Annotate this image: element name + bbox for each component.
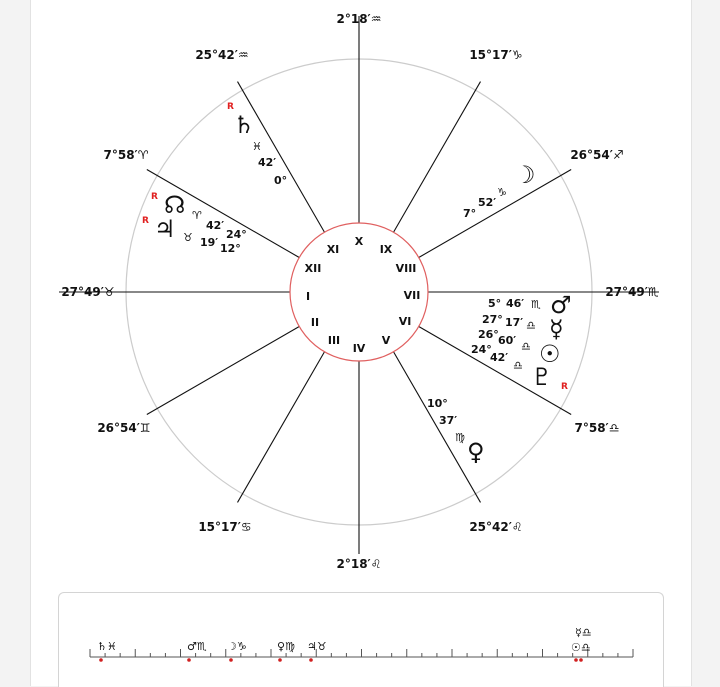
strip-label-sun-libra: ☉♎ xyxy=(571,641,591,654)
sun-degrees: 26° xyxy=(478,328,499,341)
house-number-v: V xyxy=(381,334,391,347)
ecliptic-strip xyxy=(59,593,663,687)
cusp-label-i: 27°49′♉ xyxy=(61,285,115,299)
venus-group[interactable] xyxy=(427,397,485,466)
strip-dot xyxy=(574,658,578,662)
mercury-minutes: 17′ xyxy=(505,316,524,329)
mercury-sign: ♎ xyxy=(526,319,536,332)
mercury-degrees: 27° xyxy=(482,313,503,326)
cusp-label-iv: 2°18′♌ xyxy=(336,557,382,571)
mars-minutes: 46′ xyxy=(506,297,525,310)
cusp-label-vii: 27°49′♏ xyxy=(605,285,659,299)
cusp-label-vi: 7°58′♎ xyxy=(574,421,620,435)
pluto-sign: ♎ xyxy=(513,359,523,372)
cusp-label-iii: 15°17′♋ xyxy=(198,520,252,534)
house-number-iv: IV xyxy=(352,342,366,355)
cusp-line-xi xyxy=(238,82,325,233)
strip-label-mercury-libra: ☿♎ xyxy=(575,626,592,639)
saturn-minutes: 42′ xyxy=(258,156,277,169)
north-node-retrograde-mark: R xyxy=(151,192,158,202)
jupiter-sign: ♉ xyxy=(183,231,193,244)
strip-dot xyxy=(99,658,103,662)
jupiter-icon: ♃ xyxy=(154,215,176,243)
north-node-degrees: 24° xyxy=(226,228,247,241)
house-number-i: I xyxy=(305,290,311,303)
house-number-xii: XII xyxy=(304,262,322,275)
mercury-icon: ☿ xyxy=(549,315,564,343)
pluto-retrograde-mark: R xyxy=(561,382,568,392)
house-number-ii: II xyxy=(310,316,320,329)
jupiter-retrograde-mark: R xyxy=(142,216,149,226)
saturn-degrees: 0° xyxy=(274,174,288,187)
cusp-line-v xyxy=(394,352,481,503)
house-number-x: X xyxy=(354,235,364,248)
strip-label-jupiter-taurus: ♃♉ xyxy=(307,640,327,653)
saturn-icon: ♄ xyxy=(233,111,255,139)
moon-degrees: 7° xyxy=(463,207,477,220)
jupiter-minutes: 19′ xyxy=(200,236,219,249)
cusp-label-x: 2°18′♒ xyxy=(336,12,382,26)
house-number-xi: XI xyxy=(326,243,340,256)
venus-icon: ♀ xyxy=(467,438,485,466)
moon-sign: ♑ xyxy=(497,186,507,199)
venus-degrees: 10° xyxy=(427,397,448,410)
north-node-icon: ☊ xyxy=(164,191,186,219)
venus-sign: ♍ xyxy=(455,431,465,444)
house-number-vii: VII xyxy=(403,289,421,302)
pluto-minutes: 42′ xyxy=(490,351,509,364)
mars-icon: ♂ xyxy=(550,291,572,319)
cusp-line-viii xyxy=(419,170,571,258)
house-number-ix: IX xyxy=(379,243,393,256)
cusp-label-v: 25°42′♌ xyxy=(469,520,523,534)
strip-dot xyxy=(187,658,191,662)
cusp-label-ix: 15°17′♑ xyxy=(469,48,523,62)
strip-dot xyxy=(278,658,282,662)
cusp-label-xii: 7°58′♈ xyxy=(103,148,149,162)
house-number-vi: VI xyxy=(398,315,412,328)
sun-icon: ☉ xyxy=(539,340,561,368)
house-number-viii: VIII xyxy=(395,262,417,275)
sun-minutes: 60′ xyxy=(498,334,517,347)
mars-degrees: 5° xyxy=(488,297,502,310)
cusp-line-ii xyxy=(147,327,299,415)
strip-dot xyxy=(309,658,313,662)
saturn-sign: ♓ xyxy=(252,140,262,153)
venus-minutes: 37′ xyxy=(439,414,458,427)
strip-label-mars-virgo: ♂♏ xyxy=(187,640,207,653)
north-node-sign: ♈ xyxy=(192,209,202,222)
north-node-minutes: 42′ xyxy=(206,219,225,232)
saturn-retrograde-mark: R xyxy=(227,102,234,112)
cusp-label-xi: 25°42′♒ xyxy=(195,48,249,62)
jupiter-degrees: 12° xyxy=(220,242,241,255)
strip-dot xyxy=(579,658,583,662)
strip-label-venus-virgo: ♀♍ xyxy=(277,640,295,653)
ecliptic-strip-panel xyxy=(58,592,664,687)
strip-label-saturn-pisces: ♄♓ xyxy=(97,640,117,653)
moon-icon: ☽ xyxy=(514,161,536,189)
pluto-icon: ♇ xyxy=(531,363,553,391)
sun-sign: ♎ xyxy=(521,340,531,353)
cusp-label-ii: 26°54′♊ xyxy=(97,421,151,435)
strip-dot xyxy=(229,658,233,662)
pluto-degrees: 24° xyxy=(471,343,492,356)
strip-label-moon-capricorn: ☽♑ xyxy=(227,640,247,653)
house-number-iii: III xyxy=(327,334,341,347)
mars-sign: ♏ xyxy=(531,298,541,311)
cusp-label-viii: 26°54′♐ xyxy=(570,148,624,162)
cusp-line-iii xyxy=(238,352,325,503)
moon-minutes: 52′ xyxy=(478,196,497,209)
